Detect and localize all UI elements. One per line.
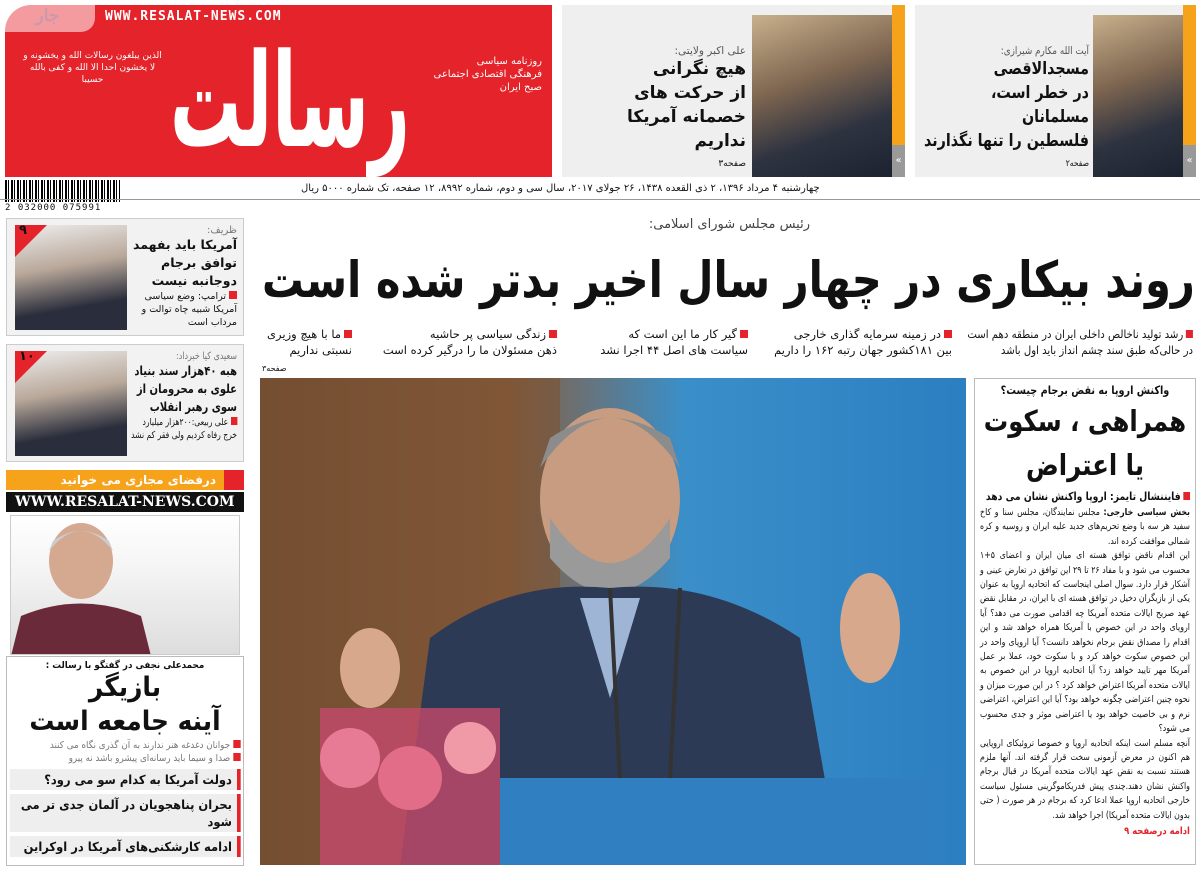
speaker-illustration [260,378,966,865]
teaser-makarem[interactable]: « آیت الله مکارم شیرازی: مسجدالاقصی در خطر است، مسلمانان فلسطین را تنها نگذارند صفحه۲ [915,5,1196,177]
headline-link[interactable]: بحران پناهجویان در آلمان جدی تر می شود [10,794,240,832]
masthead-verse: الذین یبلغون رسالات الله و یخشونه و لا یخشون احدا الا الله و کفی بالله حسیبا [23,51,162,85]
sub-bullet: گیر کار ما این است که سیاست های اصل ۴۴ اجرا نشد [600,327,748,357]
divider [0,199,1200,200]
left-box-saeedikia[interactable]: ۱۰ سعیدی کیا خبرداد: هبه ۴۰هزار سند بنیاد علوی به محرومان از سوی رهبر انقلاب علی ربیعی:۲۰۰هزار میلیارد خرج رفاه کردیم ولی فقر کم نشد [6,344,244,462]
right-article: واکنش اروپا به نقض برجام چیست؟ همراهی ، سکوت یا اعتراض فایننشال تایمز: اروپا واکنش نشان می دهد بخش سیاسی خارجی: مجلس نمایندگان، مجلس سنا و کاخ سفید هر سه با وضع تحریم‌های جدید علیه ایران و روسیه و کره شمالی موافقت کرده اند. این اقدام ناقض توافق هسته ای میان ایران و اعضای ۵+۱ محسوب می شود و با مفاد ۲۶ تا ۲۹ این توافق در تعارض عینی و آشکار قرار دارد. سوال اصلی اینجاست که اتحادیه اروپا به عنوان یکی از بازیگران دخیل در توافق هسته ای با ایران، در مقابل نقض عهد صریح ایالات متحده آمریکا چه اقدامی صورت می دهد؟ آیا اروپای واحد در این خصوص با آمریکا همراه خواهد شد و این اقدام را مصداق نقض برجام نخواهد دانست؟ آیا اروپای واحد در این خصوص سکوت خواهد کرد و با سکوت خود، عملا بر عمل آمریکا مهر تایید خواهد زد؟ آیا اتحادیه اروپا در این خصوص به ایالات متحده آمریکا اعتراض خواهد کرد ؟ در این صورت میزان و نحوه چنین اعتراضی چگونه خواهد بود؟ آیا این اعتراض، اعتراضی نرم و بی خاصیت خواهد بود یا اعتراضی موثر و جدی محسوب می شود؟ آنچه مسلم است اینکه اتحادیه اروپا و خصوصا تروئیکای اروپایی هم اکنون در معرض آزمونی سخت قرار گرفته اند. آنها ملزم هستند نسبت به نقض عهد ایالات متحده آمریکا در قبال برجام واکنش نشان دهند.چندی پیش فدریکاموگرینی مسئول سیاست خارجی اتحادیه اروپا عملا ادعا کرد که برجام در هر صورت ( حتی بدون ایالات متحده آمریکا) اجرا خواهد شد. ادامه درصفحه ۹ [980,383,1190,837]
barcode-number: 2 032000 075991 [5,203,102,213]
right-article-headline[interactable]: همراهی ، سکوت یا اعتراض [983,404,1187,482]
chevron-icon: « [892,145,905,177]
sub-bullet: زندگی سیاسی پر حاشیه ذهن مسئولان ما را درگیر کرده است [382,327,557,357]
chevron-icon: « [1183,145,1196,177]
sub-bullet: رشد تولید ناخالص داخلی ایران در منطقه دهم است در حالی‌که طبق سند چشم انداز باید اول باشد [967,327,1193,357]
continue-link[interactable]: ادامه درصفحه ۹ [1124,825,1190,837]
main-photo [260,378,966,865]
masthead-url[interactable]: WWW.RESALAT-NEWS.COM [105,9,282,24]
masthead [5,5,552,177]
page-ref: صفحه۳ [262,364,287,373]
left-article-headline[interactable]: بازیگر آینه جامعه است [29,672,221,737]
teaser-photo [1093,15,1183,177]
online-banner: درفضای مجازی می خوانید [6,470,244,490]
main-kicker: رئیس مجلس شورای اسلامی: [648,217,810,232]
teaser-velayati[interactable]: « علی اکبر ولایتی: هیچ نگرانی از حرکت های خصمانه آمریکا نداریم صفحه۳ [562,5,905,177]
main-headline[interactable]: روند بیکاری در چهار سال اخیر بدتر شده است [262,251,1195,309]
left-box-zarif[interactable]: ۹ ظریف: آمریکا باید بفهمد توافق برجام دوجانبه نیست ترامپ: وضع سیاسی آمریکا شبیه چاه توالت و مرداب است [6,218,244,336]
teaser-photo [752,15,892,177]
headline-link[interactable]: دولت آمریکا به کدام سو می رود؟ [10,769,240,790]
newspaper-logo: رسالت [170,25,410,177]
website-link[interactable]: WWW.RESALAT-NEWS.COM [15,494,235,510]
sub-bullet: در زمینه سرمایه گذاری خارجی بین ۱۸۱کشور جهان رتبه ۱۶۲ را داریم [774,327,952,357]
watermark-logo: جار [0,0,95,32]
sub-bullet: ما با هیچ وزیری نسبتی نداریم [267,327,352,357]
headline-link[interactable]: ادامه کارشکنی‌های آمریکا در اوکراین [10,836,240,857]
interview-photo [10,515,240,655]
masthead-tagline: روزنامه سیاسی فرهنگی اقتصادی اجتماعی صبح ایران [433,56,542,93]
dateline: چهارشنبه ۴ مرداد ۱۳۹۶، ۲ ذی القعده ۱۴۳۸، ۲۶ جولای ۲۰۱۷، سال سی و دوم، شماره ۸۹۹۲، ۱۲ صفحه، تک شماره ۵۰۰۰ ریال [301,183,820,194]
left-article: محمدعلی نجفی در گفتگو با رسالت : بازیگر آینه جامعه است جوانان دغدغه هنر ندارند به آن گذری نگاه می کنند صدا و سیما باید رسانه‌ای پیشرو باشد نه پیرو دولت آمریکا به کدام سو می رود؟ بحران پناهجویان در آلمان جدی تر می شود ادامه کارشکنی‌های آمریکا در اوکراین [7,657,243,865]
